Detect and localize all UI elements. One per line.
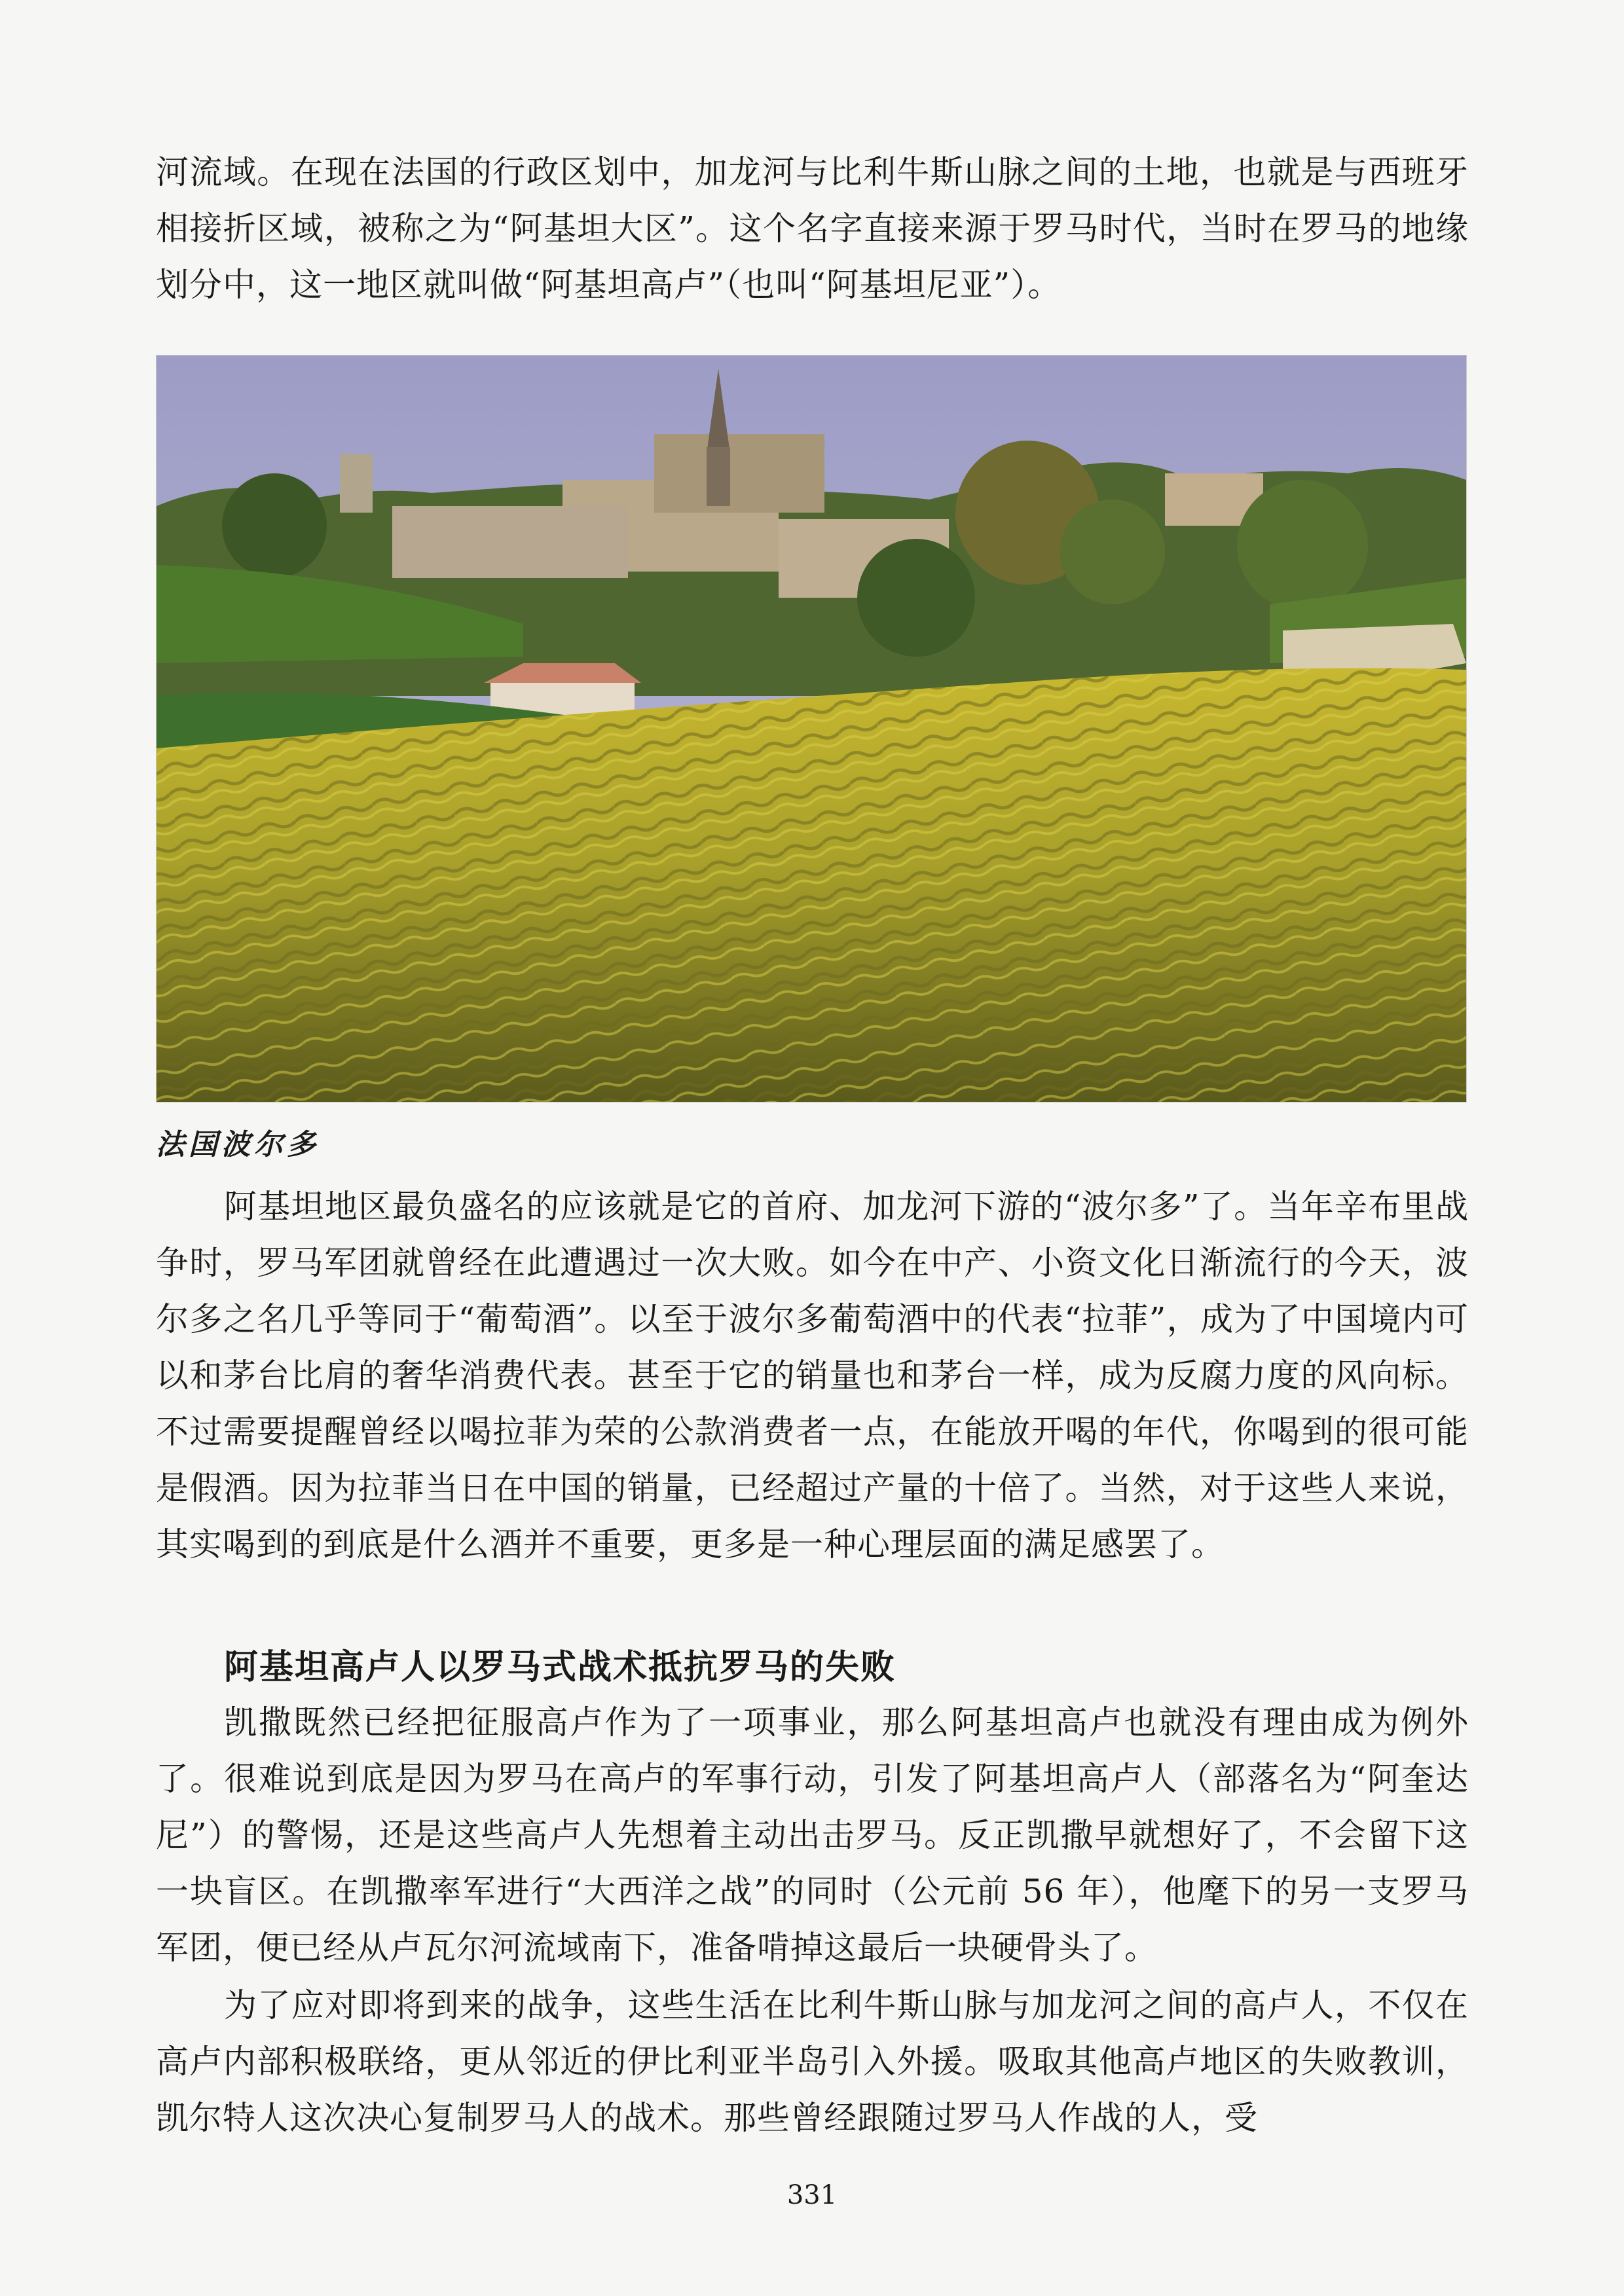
paragraph-caesar: 凯撒既然已经把征服高卢作为了一项事业，那么阿基坦高卢也就没有理由成为例外了。很难说到底是因为罗马在高卢的军事行动，引发了阿基坦高卢人（部落名为“阿奎达尼”）的警惕，还是这些高卢人先想着主动出击罗马。反正凯撒早就想好了，不会留下这一块盲区。在凯撒率军进行“大西洋之战”的同时（公元前 56 年），他麾下的另一支罗马军团，便已经从卢瓦尔河流域南下，准备啃掉这最后一块硬骨头了。 <box>156 1704 1469 1967</box>
figure-caption: 法国波尔多 <box>156 1128 320 1161</box>
paragraph-preparation: 为了应对即将到来的战争，这些生活在比利牛斯山脉与加龙河之间的高卢人，不仅在高卢内部积极联络，更从邻近的伊比利亚半岛引入外援。吸取其他高卢地区的失败教训，凯尔特人这次决心复制罗马人的战术。那些曾经跟随过罗马人作战的人，受 <box>156 1986 1469 2137</box>
page-number: 331 <box>786 2180 838 2210</box>
vineyard-landscape-image <box>157 355 1466 1102</box>
section-heading: 阿基坦高卢人以罗马式战术抵抗罗马的失败 <box>224 1648 896 1687</box>
paragraph-intro: 河流域。在现在法国的行政区划中，加龙河与比利牛斯山脉之间的土地，也就是与西班牙相接折区域，被称之为“阿基坦大区”。这个名字直接来源于罗马时代，当时在罗马的地缘划分中，这一地区就叫做“阿基坦高卢”（也叫“阿基坦尼亚”）。 <box>156 153 1469 304</box>
vineyard-photo <box>156 355 1467 1102</box>
paragraph-bordeaux: 阿基坦地区最负盛名的应该就是它的首府、加龙河下游的“波尔多”了。当年辛布里战争时，罗马军团就曾经在此遭遇过一次大败。如今在中产、小资文化日渐流行的今天，波尔多之名几乎等同于“葡萄酒”。以至于波尔多葡萄酒中的代表“拉菲”，成为了中国境内可以和茅台比肩的奢华消费代表。甚至于它的销量也和茅台一样，成为反腐力度的风向标。不过需要提醒曾经以喝拉菲为荣的公款消费者一点，在能放开喝的年代，你喝到的很可能是假酒。因为拉菲当日在中国的销量，已经超过产量的十倍了。当然，对于这些人来说，其实喝到的到底是什么酒并不重要，更多是一种心理层面的满足感罢了。 <box>156 1188 1469 1563</box>
